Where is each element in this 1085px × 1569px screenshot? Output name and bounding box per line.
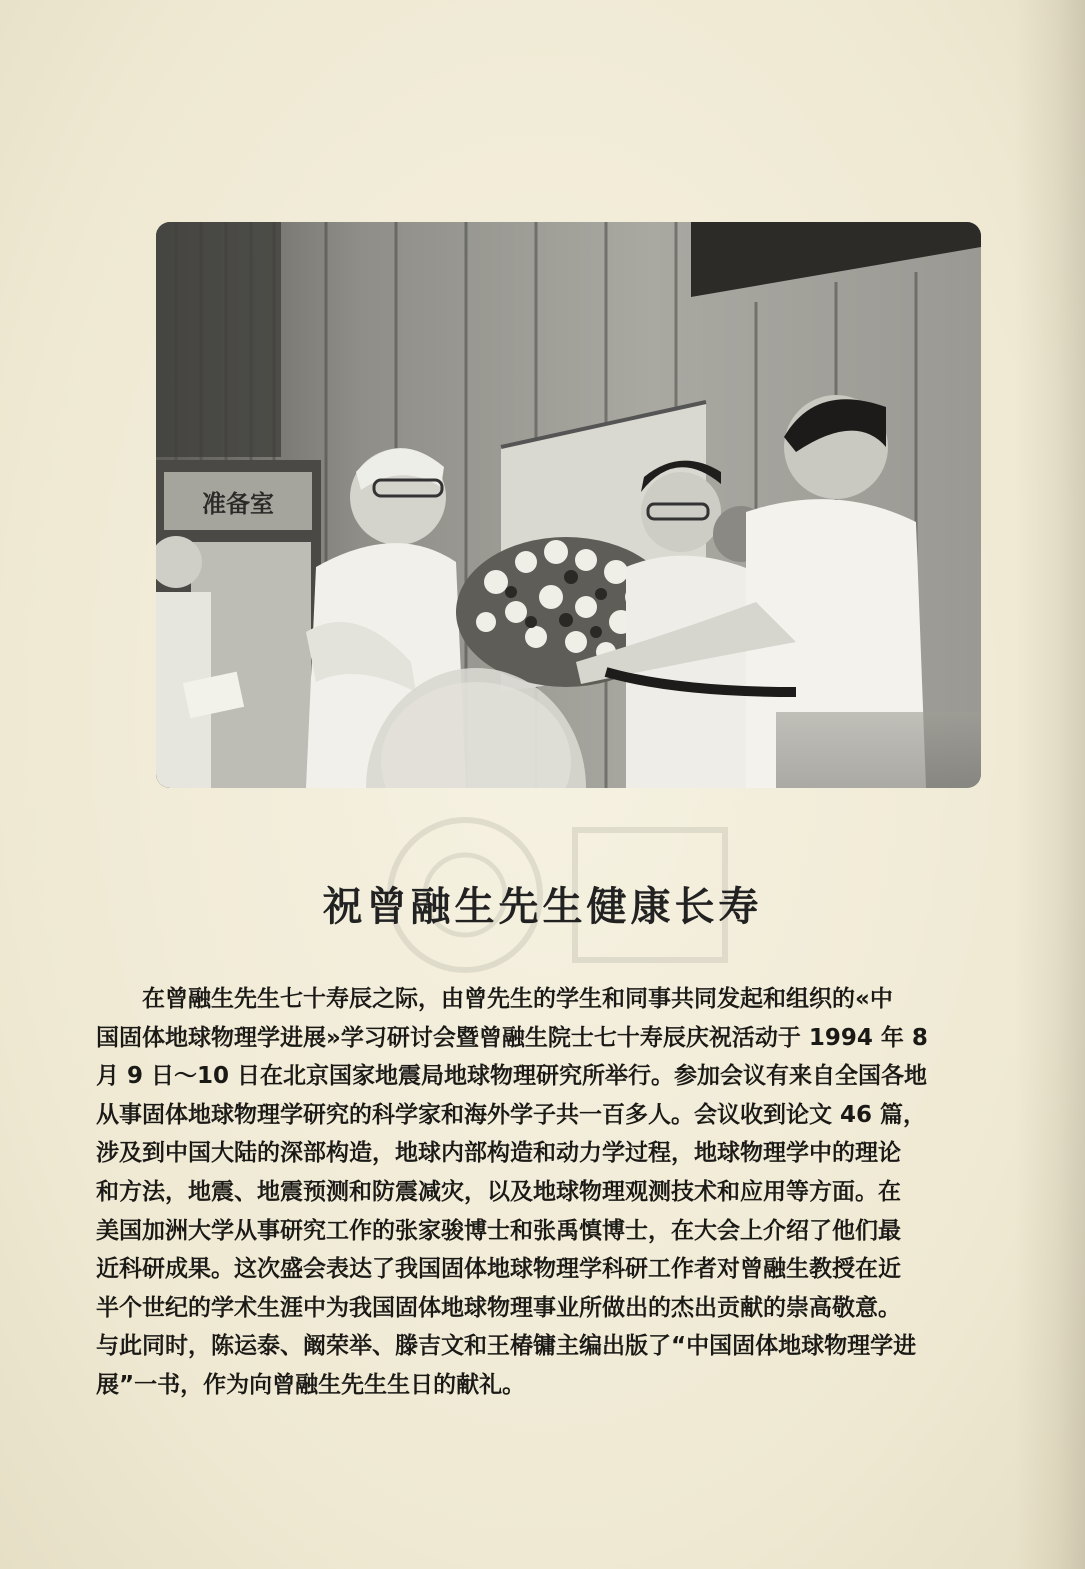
page-title: 祝曾融生先生健康长寿 [322, 882, 763, 930]
body-line: 美国加洲大学从事研究工作的张家骏博士和张禹慎博士，在大会上介绍了他们最 [96, 1217, 901, 1244]
body-line: 和方法，地震、地震预测和防震减灾，以及地球物理观测技术和应用等方面。在 [96, 1178, 901, 1205]
body-line: 展”一书，作为向曾融生先生生日的献礼。 [96, 1371, 526, 1398]
body-line: 半个世纪的学术生涯中为我国固体地球物理事业所做出的杰出贡献的崇高敬意。 [96, 1294, 901, 1321]
body-paragraph [96, 980, 1051, 1405]
celebration-photo [156, 222, 981, 788]
body-line: 近科研成果。这次盛会表达了我国固体地球物理学科研工作者对曾融生教授在近 [96, 1256, 901, 1283]
body-line: 月 9 日～10 日在北京国家地震局地球物理研究所举行。参加会议有来自全国各地 [96, 1063, 928, 1090]
body-line: 国固体地球物理学进展»学习研讨会暨曾融生院士七十寿辰庆祝活动于 1994 年 8 [96, 1024, 928, 1051]
body-line: 从事固体地球物理学研究的科学家和海外学子共一百多人。会议收到论文 46 篇， [96, 1101, 927, 1128]
door-sign-text: 准备室 [202, 489, 274, 518]
photo-illustration [156, 222, 981, 788]
body-line: 与此同时，陈运泰、阚荣举、滕吉文和王椿镛主编出版了“中国固体地球物理学进 [96, 1333, 917, 1360]
body-line: 涉及到中国大陆的深部构造，地球内部构造和动力学过程，地球物理学中的理论 [96, 1140, 901, 1167]
body-line: 在曾融生先生七十寿辰之际，由曾先生的学生和同事共同发起和组织的«中 [142, 986, 893, 1012]
